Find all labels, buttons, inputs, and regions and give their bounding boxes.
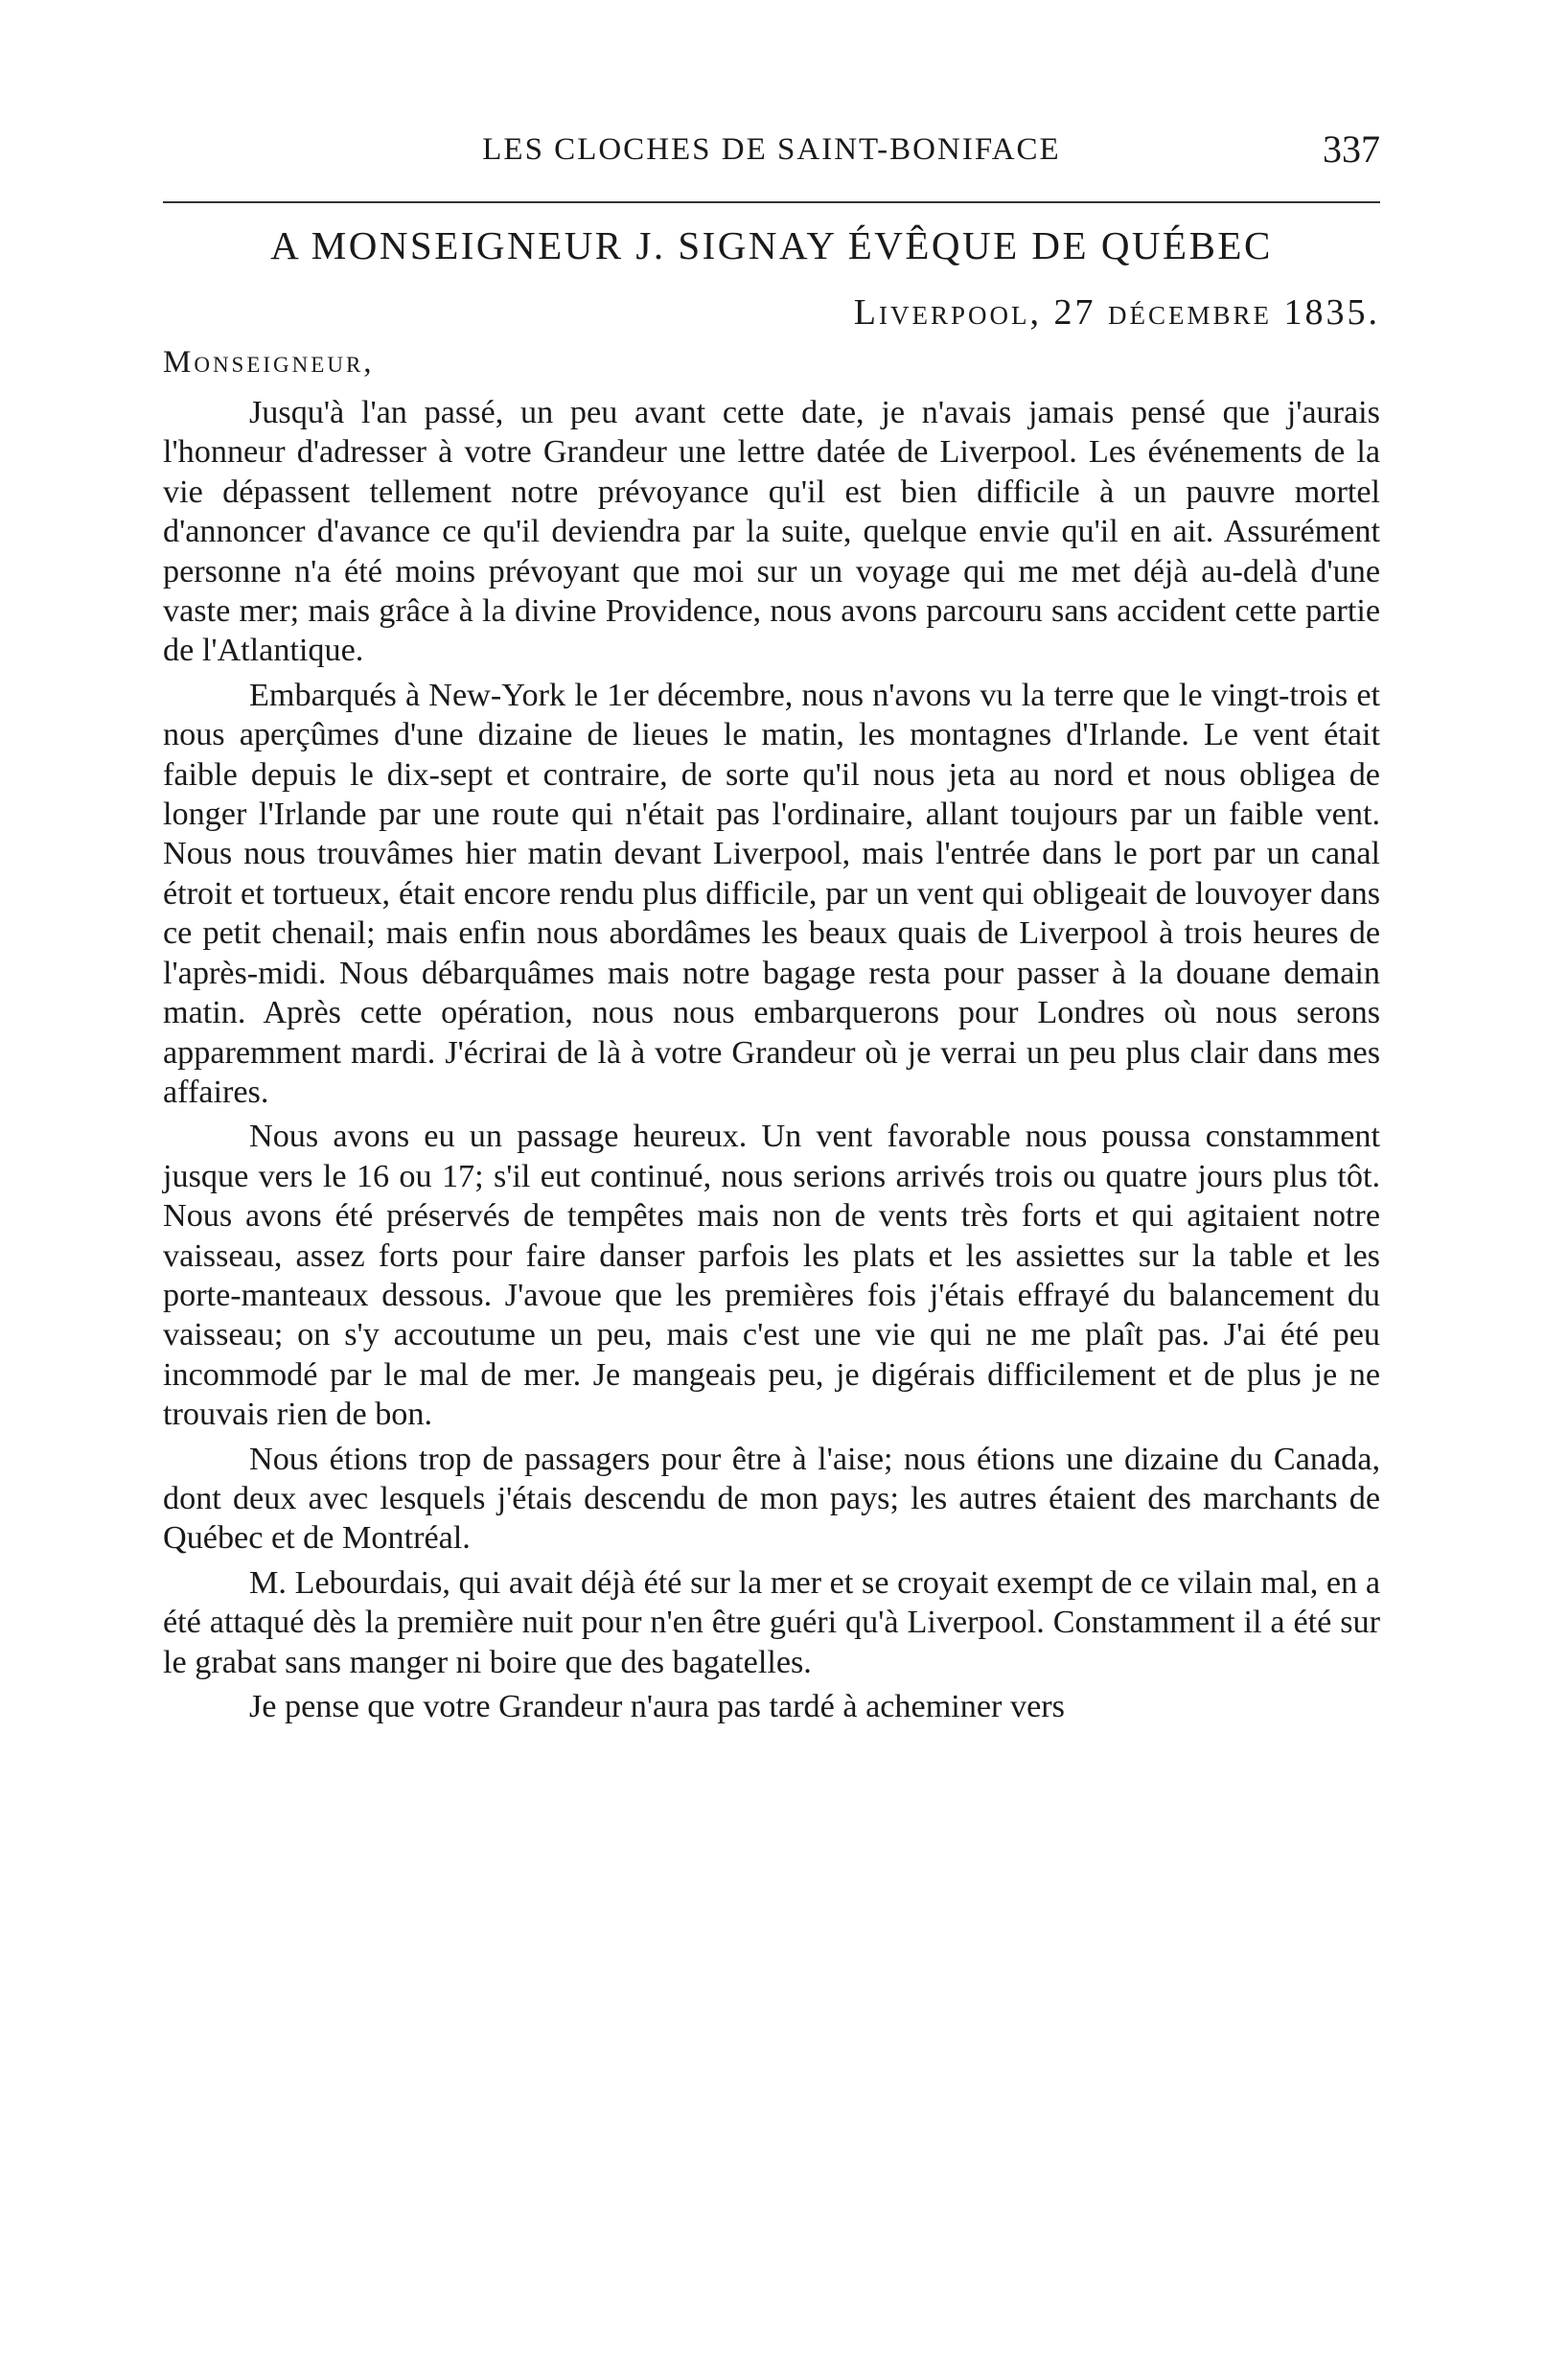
running-title: LES CLOCHES DE SAINT-BONIFACE [482, 132, 1061, 167]
letter-body [163, 393, 1380, 1731]
paragraph: Embarqués à New-York le 1er décembre, nous n'avons vu la terre que le vingt-trois et nous aperçûmes d'une dizaine de lieues le matin, les montagnes d'Irlande. Le vent était faible depuis le dix-sept et contraire, de sorte qu'il nous jeta au nord et nous obligea de longer l'Irlande par une route qui n'était pas l'ordinaire, allant toujours par un faible vent. Nous nous trouvâmes hier matin devant Liverpool, mais l'entrée dans le port par un canal étroit et tortueux, était encore rendu plus difficile, par un vent qui obligeait de louvoyer dans ce petit chenail; mais enfin nous abordâmes les beaux quais de Liverpool à trois heures de l'après-midi. Nous débarquâmes mais notre bagage resta pour passer à la douane demain matin. Après cette opération, nous nous embarquerons pour Londres où nous serons apparemment mardi. J'écrirai de là à votre Grandeur où je verrai un peu plus clair dans mes affaires. [163, 677, 1380, 1110]
paragraph: Nous avons eu un passage heureux. Un vent favorable nous poussa constamment jusque vers le 16 ou 17; s'il eut continué, nous serions arrivés trois ou quatre jours plus tôt. Nous avons été préservés de tempêtes mais non de vents très forts et qui agitaient notre vaisseau, assez forts pour faire danser parfois les plats et les assiettes sur la table et les porte-manteaux dessous. J'avoue que les premières fois j'étais effrayé du balancement du vaisseau; on s'y accoutume un peu, mais c'est une vie qui ne me plaît pas. J'ai été peu incommodé par le mal de mer. Je mangeais peu, je digérais difficilement et de plus je ne trouvais rien de bon. [163, 1119, 1380, 1433]
letter-salutation: Monseigneur, [163, 345, 375, 380]
paragraph: Je pense que votre Grandeur n'aura pas tardé à acheminer vers [249, 1689, 1065, 1724]
header-rule [163, 201, 1380, 203]
page-number: 337 [1323, 127, 1380, 171]
letter-dateline: Liverpool, 27 décembre 1835. [853, 292, 1380, 333]
running-header [163, 127, 1380, 180]
paragraph: Nous étions trop de passagers pour être à l'aise; nous étions une dizaine du Canada, dont deux avec lesquels j'étais descendu de mon pays; les autres étaient des marchants de Québec et de Montréal. [163, 1441, 1380, 1557]
letter-heading: A MONSEIGNEUR J. SIGNAY ÉVÊQUE DE QUÉBEC [270, 223, 1273, 267]
paragraph: M. Lebourdais, qui avait déjà été sur la mer et se croyait exempt de ce vilain mal, en a été attaqué dès la première nuit pour n'en être guéri qu'à Liverpool. Constamment il a été sur le grabat sans manger ni boire que des bagatelles. [163, 1564, 1380, 1680]
paragraph: Jusqu'à l'an passé, un peu avant cette date, je n'avais jamais pensé que j'aurais l'honneur d'adresser à votre Grandeur une lettre datée de Liverpool. Les événements de la vie dépassent tellement notre prévoyance qu'il est bien difficile à un pauvre mortel d'annoncer d'avance ce qu'il deviendra par la suite, quelque envie qu'il en ait. Assurément personne n'a été moins prévoyant que moi sur un voyage qui me met déjà au-delà d'une vaste mer; mais grâce à la divine Providence, nous avons parcouru sans accident cette partie de l'Atlantique. [163, 395, 1380, 669]
